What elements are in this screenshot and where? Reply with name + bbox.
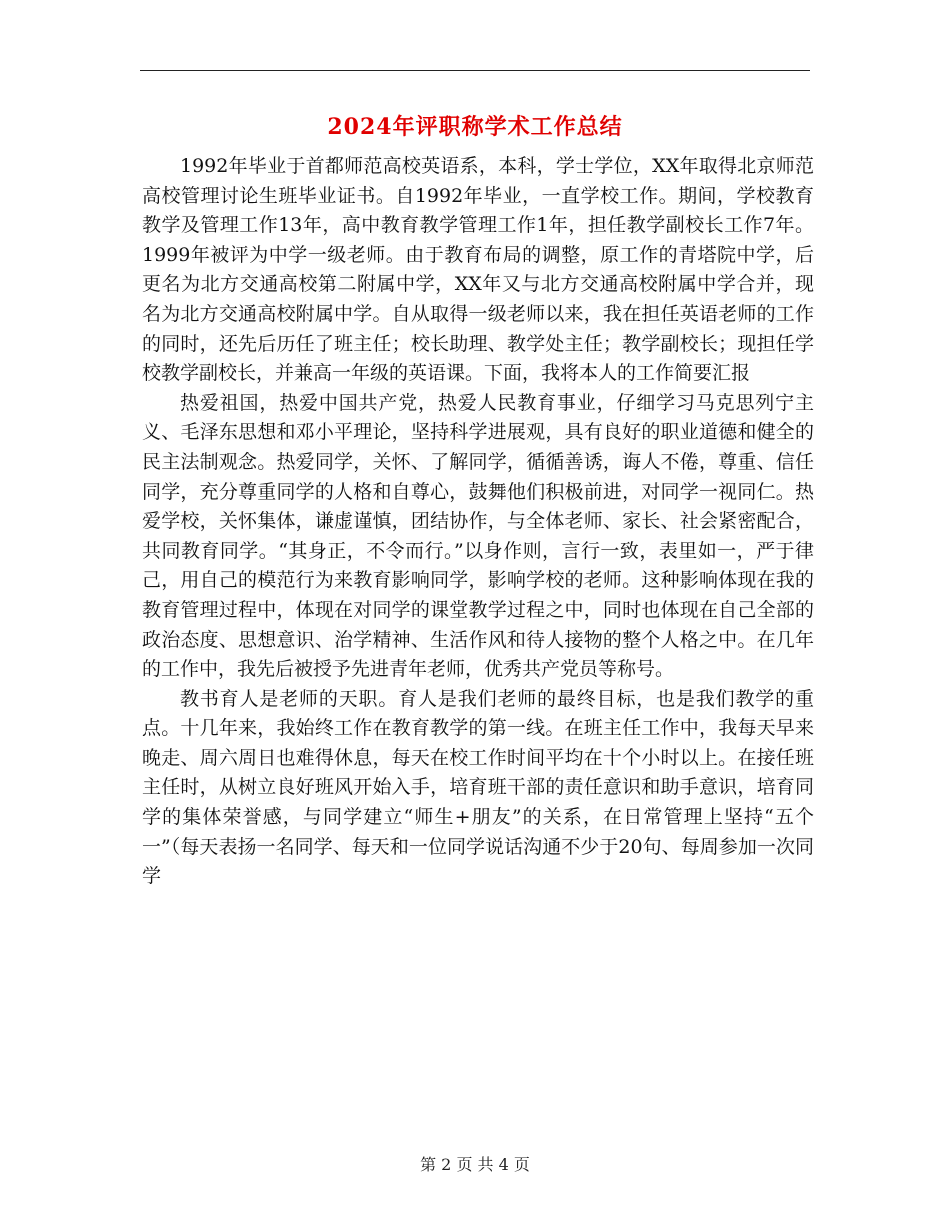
header-rule — [140, 70, 810, 71]
document-title: 2024年评职称学术工作总结 — [327, 114, 623, 140]
paragraph-background: 1992年毕业于首都师范高校英语系，本科，学士学位，XX年取得北京师范高校管理讨论生班毕业证书。自1992年毕业，一直学校工作。期间，学校教育教学及管理工作13年，高中教育教学管理工作1年，担任教学副校长工作7年。1999年被评为中学一级老师。由于教育布局的调整，原工作的青塔院中学，后更名为北方交通高校第二附属中学，XX年又与北方交通高校附属中学合并，现名为北方交通高校附属中学。自从取得一级老师以来，我在担任英语老师的工作的同时，还先后历任了班主任；校长助理、教学处主任；教学副校长；现担任学校教学副校长，并兼高一年级的英语课。下面，我将本人的工作简要汇报 — [142, 155, 814, 385]
paragraph-ethics: 热爱祖国，热爱中国共产党，热爱人民教育事业，仔细学习马克思列宁主义、毛泽东思想和邓小平理论，坚持科学进展观，具有良好的职业道德和健全的民主法制观念。热爱同学，关怀、了解同学，循循善诱，诲人不倦，尊重、信任同学，充分尊重同学的人格和自尊心，鼓舞他们积极前进，对同学一视同仁。热爱学校，关怀集体，谦虚谨慎，团结协作，与全体老师、家长、社会紧密配合，共同教育同学。“其身正，不令而行。”以身作则，言行一致，表里如一，严于律己，用自己的模范行为来教育影响同学，影响学校的老师。这种影响体现在我的教育管理过程中，体现在对同学的课堂教学过程之中，同时也体现在自己全部的政治态度、思想意识、治学精神、生活作风和待人接物的整个人格之中。在几年的工作中，我先后被授予先进青年老师，优秀共产党员等称号。 — [142, 391, 814, 681]
page-number: 第 2 页 共 4 页 — [420, 1155, 530, 1174]
document-body — [142, 152, 814, 892]
paragraph-teaching: 教书育人是老师的天职。育人是我们老师的最终目标，也是我们教学的重点。十几年来，我始终工作在教育教学的第一线。在班主任工作中，我每天早来晚走、周六周日也难得休息，每天在校工作时间平均在十个小时以上。在接任班主任时，从树立良好班风开始入手，培育班干部的责任意识和助手意识，培育同学的集体荣誉感，与同学建立“师生+朋友”的关系，在日常管理上坚持“五个一”（每天表扬一名同学、每天和一位同学说话沟通不少于20句、每周参加一次同学 — [142, 687, 814, 888]
